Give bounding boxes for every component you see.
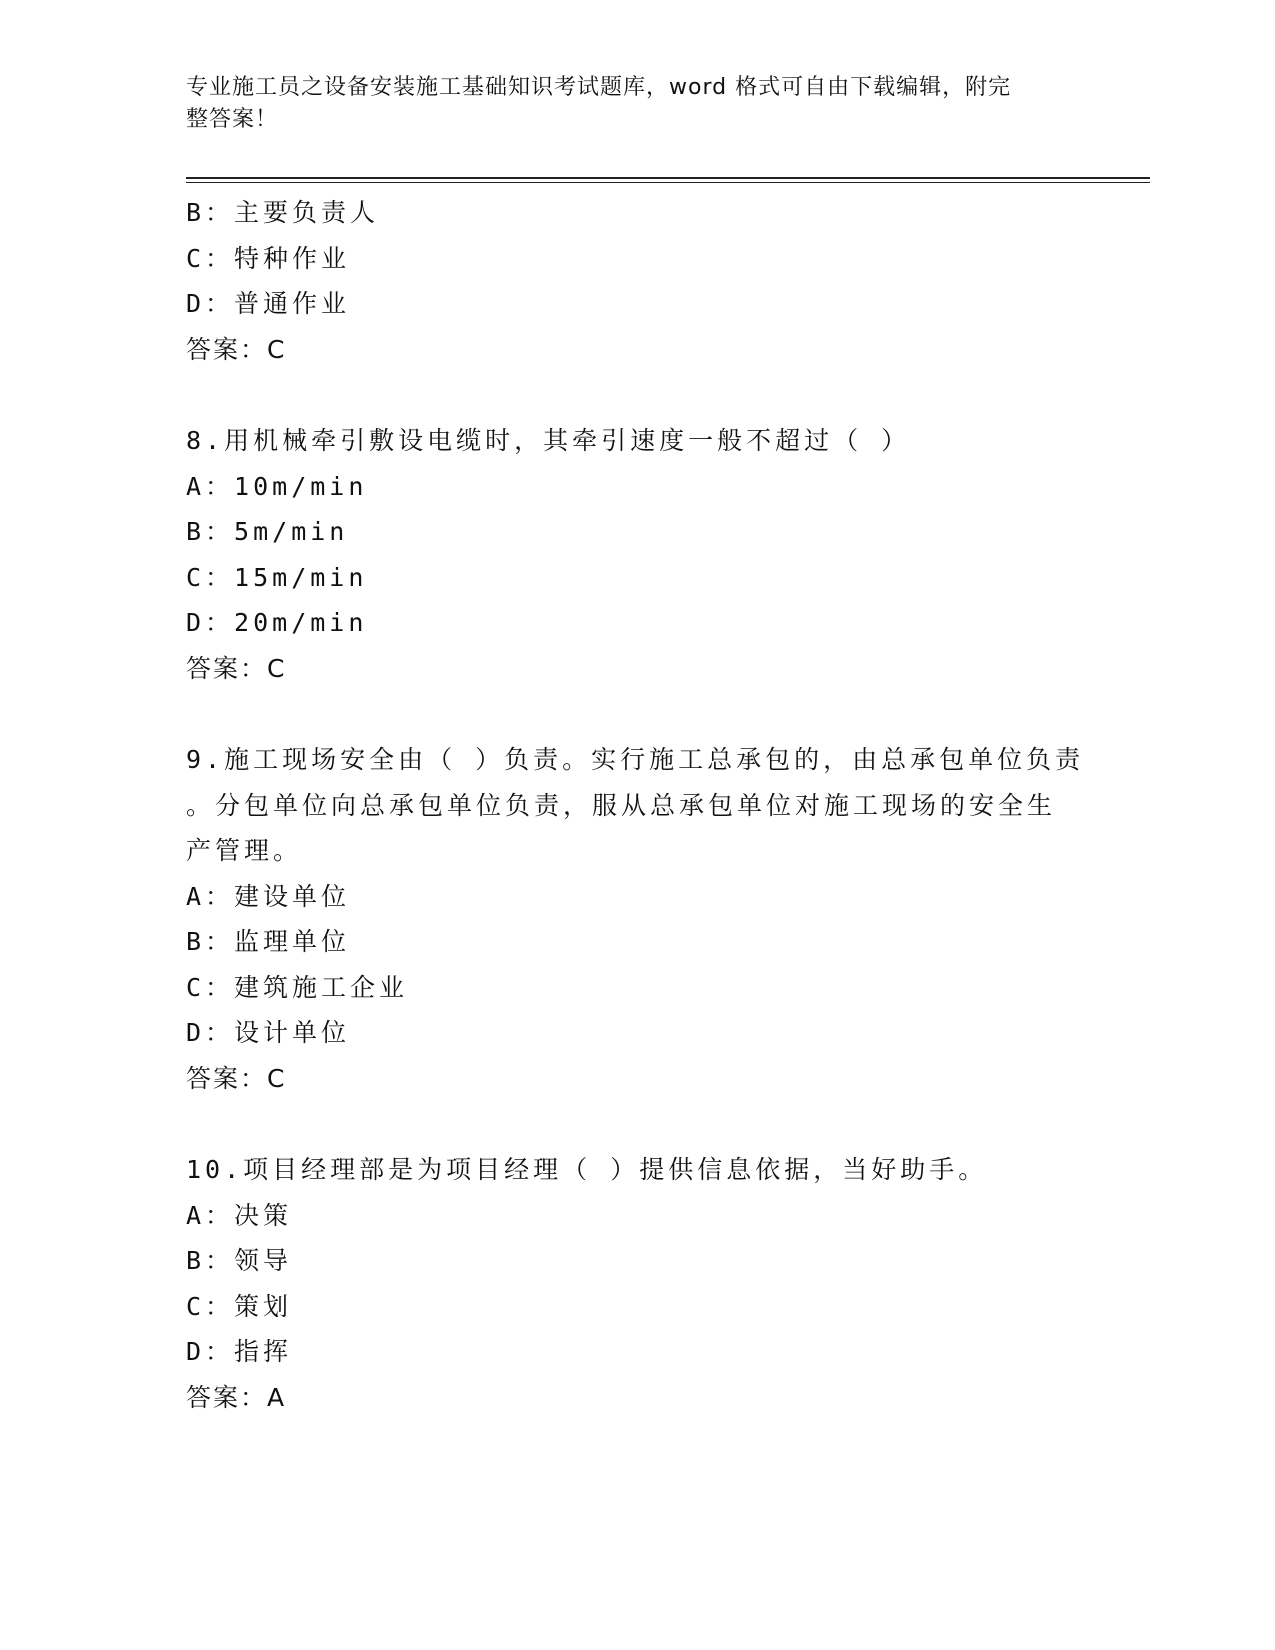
question-stem-line-3: 产管理。 [186, 836, 303, 865]
option-a: A：建设单位 [186, 881, 351, 911]
question-stem-line-2: 。分包单位向总承包单位负责，服从总承包单位对施工现场的安全生 [186, 790, 1057, 820]
option-b: B：主要负责人 [186, 198, 380, 227]
header-line-1: 专业施工员之设备安装施工基础知识考试题库，word 格式可自由下载编辑，附完 [186, 75, 1012, 100]
answer: 答案：C [186, 653, 287, 683]
option-d: D：20m/min [186, 608, 368, 637]
question-10 [186, 1147, 1086, 1420]
answer: 答案：A [186, 1382, 287, 1412]
header-divider-thin [186, 182, 1150, 183]
question-stem: 8.用机械牵引敷设电缆时，其牵引速度一般不超过（ ） [186, 426, 911, 455]
option-b: B：5m/min [186, 517, 349, 546]
question-stem: 10.项目经理部是为项目经理（ ）提供信息依据，当好助手。 [186, 1155, 988, 1184]
option-c: C：策划 [186, 1291, 293, 1321]
header-line-2: 整答案！ [186, 107, 279, 132]
header-divider-thick [186, 177, 1150, 179]
answer: 答案：C [186, 334, 287, 364]
option-a: A：10m/min [186, 471, 368, 501]
option-b: B：领导 [186, 1246, 293, 1275]
question-7-continuation [186, 190, 1086, 372]
option-d: D：指挥 [186, 1337, 293, 1366]
option-a: A：决策 [186, 1200, 293, 1230]
option-c: C：15m/min [186, 562, 368, 592]
option-c: C：特种作业 [186, 243, 351, 273]
question-8 [186, 418, 1086, 691]
document-header [186, 72, 1066, 136]
answer: 答案：C [186, 1063, 287, 1093]
option-d: D：普通作业 [186, 289, 351, 318]
question-list [186, 190, 1086, 1420]
option-c: C：建筑施工企业 [186, 972, 409, 1002]
question-9 [186, 737, 1086, 1101]
option-d: D：设计单位 [186, 1018, 351, 1047]
question-stem-line-1: 9.施工现场安全由（ ）负责。实行施工总承包的，由总承包单位负责 [186, 745, 1085, 774]
option-b: B：监理单位 [186, 927, 351, 956]
